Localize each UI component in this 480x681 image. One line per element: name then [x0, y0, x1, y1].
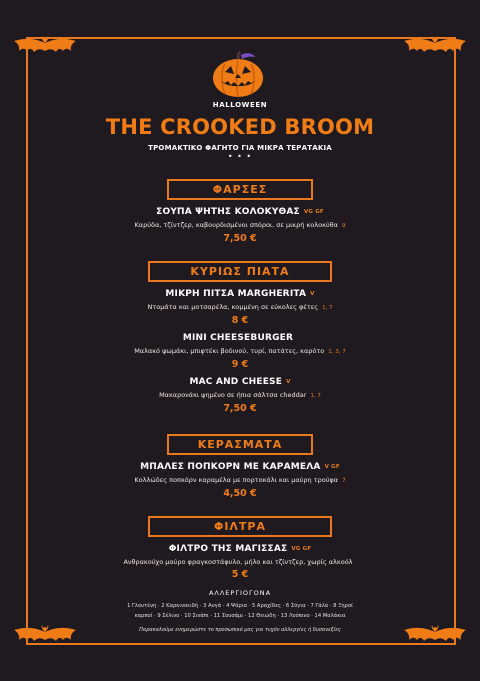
menu-item-name: [0, 462, 480, 472]
menu-kicker: HALLOWEEN: [212, 101, 268, 109]
allergen-codes: 1, 3, 7: [328, 349, 346, 355]
item-name-text: ΦΙΛΤΡΟ ΤΗΣ ΜΑΓΙΣΣΑΣ: [168, 544, 288, 554]
item-desc-text: Μαλακό ψωμάκι, μπιφτέκι βοδινού, τυρί, πατάτες, καρότο: [134, 347, 325, 355]
item-name-text: MAC AND CHEESE: [189, 377, 283, 387]
menu-item-description: [0, 303, 480, 311]
menu-item-price: 4,50 €: [223, 488, 257, 499]
allergen-codes: 1, 7: [310, 393, 321, 399]
item-desc-text: Κολλώδες ποπκόρν καραμέλα με πορτοκάλι και μαύρη τρούφα: [134, 476, 339, 484]
section-title-kyrios-piata: ΚΥΡΙΩΣ ΠΙΑΤΑ: [148, 261, 332, 282]
menu-item-price: 9 €: [231, 359, 249, 370]
diet-tag: V GF: [324, 464, 340, 470]
menu-item-name: [0, 377, 480, 387]
diet-tag: VG GF: [303, 209, 324, 215]
item-desc-text: Ανθρακούχο μαύρο φραγκοστάφυλο, μήλο και τζίντζερ, χωρίς αλκοόλ: [123, 558, 353, 566]
menu-item-price: 7,50 €: [223, 403, 257, 414]
section-title-farses: ΦΑΡΣΕΣ: [167, 179, 313, 200]
item-desc-text: Ντομάτα και μοτσαρέλα, κομμένη σε εύκολες φέτες: [147, 303, 319, 311]
allergens-note: Παρακαλούμε ενημερώστε το προσωπικό μας για τυχόν αλλεργίες ή δυσανεξίες: [139, 627, 341, 633]
divider-dots: • • •: [227, 152, 253, 161]
menu-item-description: [0, 221, 480, 229]
menu-item-price: 7,50 €: [223, 233, 257, 244]
diet-tag: V: [310, 291, 315, 297]
item-desc-text: Καρύδα, τζίντζερ, καβουρδισμένοι σπόροι, σε μικρή κολοκύθα: [134, 221, 338, 229]
menu-item-name: [0, 544, 480, 554]
allergens-title: ΑΛΛΕΡΓΙΟΓΟΝΑ: [208, 589, 272, 597]
menu-item-description: [0, 558, 480, 566]
menu-subtitle: ΤΡΟΜΑΚΤΙΚΟ ΦΑΓΗΤΟ ΓΙΑ ΜΙΚΡΑ ΤΕΡΑΤΑΚΙΑ: [148, 144, 332, 152]
section-title-kerasmata: ΚΕΡΑΣΜΑΤΑ: [167, 434, 313, 455]
menu-item-price: 8 €: [231, 315, 249, 326]
menu-item-name: [0, 207, 480, 217]
menu-item-name: [0, 289, 480, 299]
item-name-text: ΜΙΚΡΗ ΠΙΤΣΑ MARGHERITA: [165, 289, 307, 299]
bat-icon: [402, 33, 468, 63]
item-name-text: MINI CHEESEBURGER: [182, 333, 294, 343]
bat-icon: [12, 33, 78, 63]
allergen-codes: 9: [341, 223, 346, 229]
section-title-filtra: ΦΙΛΤΡΑ: [148, 516, 332, 537]
restaurant-title: THE CROOKED BROOM: [105, 115, 375, 139]
diet-tag: V: [286, 379, 291, 385]
allergens-list-line-1: 1 Γλουτένη · 2 Καρκινοειδή · 3 Αυγά · 4 Ψάρια · 5 Αραχίδες · 6 Σόγια · 7 Γάλα · 8 Ξηροί: [127, 603, 353, 609]
item-name-text: ΣΟΥΠΑ ΨΗΤΗΣ ΚΟΛΟΚΥΘΑΣ: [156, 207, 300, 217]
item-name-text: ΜΠΑΛΕΣ ΠΟΠΚΟΡΝ ΜΕ ΚΑΡΑΜΕΛΑ: [140, 462, 321, 472]
allergen-codes: 7: [342, 478, 346, 484]
menu-item-name: [0, 333, 480, 343]
allergens-list-line-2: καρποί · 9 Σέλινο · 10 Σινάπι · 11 Σουσάμι · 12 Θειώδη · 13 Λούπινο · 14 Μαλάκια: [134, 613, 346, 619]
menu-item-description: [0, 347, 480, 355]
diet-tag: VG GF: [291, 546, 312, 552]
menu-item-price: 5 €: [231, 569, 249, 580]
menu-item-description: [0, 476, 480, 484]
jack-o-lantern-icon: [211, 50, 265, 98]
menu-item-description: [0, 391, 480, 399]
allergen-codes: 1, 7: [322, 305, 333, 311]
item-desc-text: Μακαρονάκι ψημένο σε ήπια σάλτσα cheddar: [159, 391, 307, 399]
